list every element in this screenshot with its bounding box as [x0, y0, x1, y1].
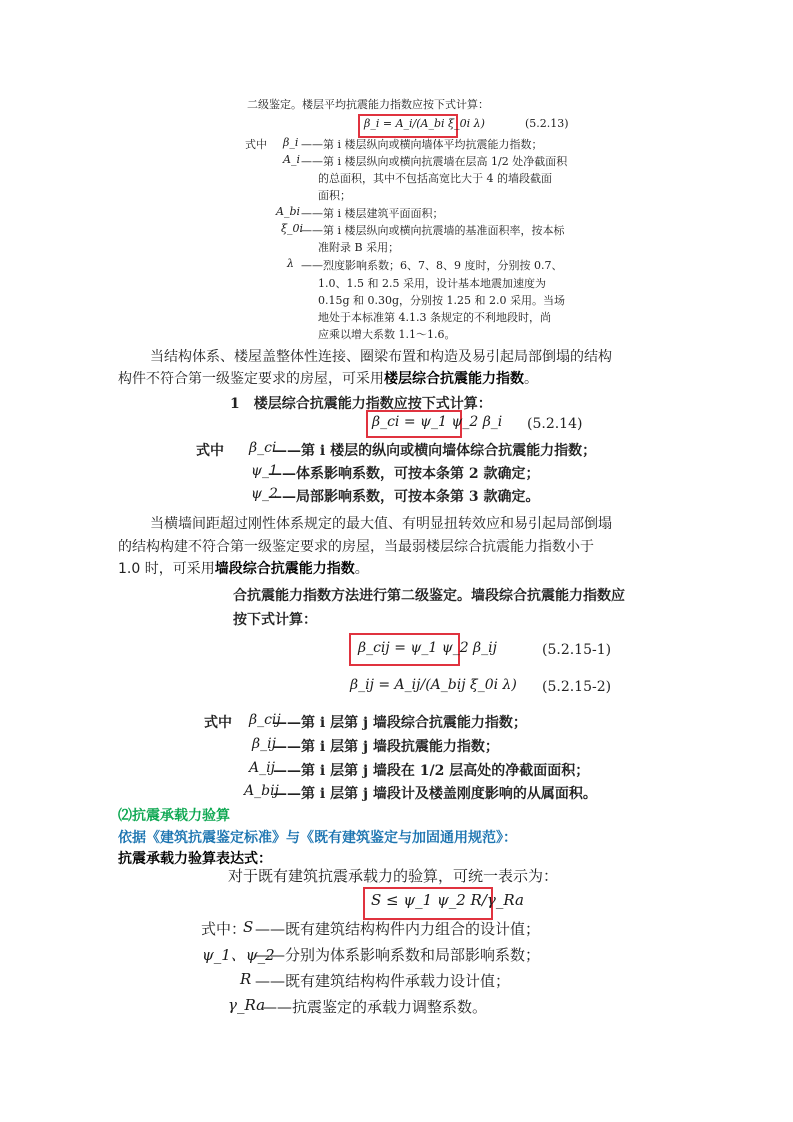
para1-punct: 。: [524, 371, 538, 387]
def-symbol: β_ij: [252, 736, 276, 752]
def-symbol: ψ_1、ψ_2: [202, 946, 275, 964]
def-text: ——抗震鉴定的承载力调整系数。: [262, 998, 488, 1016]
def-text: ——既有建筑结构构件承载力设计值；: [255, 972, 511, 990]
block2-eqno: (5.2.14): [527, 416, 583, 432]
def-symbol: β_i: [283, 136, 299, 149]
para2-line2: 的结构构建不符合第一级鉴定要求的房屋，当最弱楼层综合抗震能力指数小于: [118, 539, 594, 555]
def-text: ——第 i 层第 j 墙段计及楼盖刚度影响的从属面积。: [273, 786, 597, 802]
block4-formula: S ≤ ψ_1 ψ_2 R/γ_Ra: [371, 891, 524, 909]
para2-line3-text: 1.0 时，可采用: [118, 561, 215, 577]
def-text: 1.0、1.5 和 2.5 采用，设计基本地震加速度为: [318, 277, 546, 290]
para2-highlight-term: 墙段综合抗震能力指数: [214, 561, 355, 577]
block2-where: 式中: [196, 443, 224, 459]
def-text: ——第 i 层第 j 墙段综合抗震能力指数；: [273, 715, 527, 731]
def-text: 面积；: [318, 189, 351, 202]
block3-formula1: β_cij = ψ_1 ψ_2 β_ij: [358, 640, 497, 656]
def-symbol: A_i: [283, 153, 300, 166]
block3-intro2: 按下式计算：: [233, 612, 317, 628]
def-text: ——第 i 楼层纵向或横向抗震墙在层高 1/2 处净截面积: [301, 155, 568, 168]
block2-heading: 1 楼层综合抗震能力指数应按下式计算：: [230, 396, 492, 412]
def-symbol: λ: [287, 257, 294, 270]
def-text: 准附录 B 采用；: [318, 241, 400, 254]
block1-where: 式中: [245, 138, 267, 151]
def-text: ——局部影响系数，可按本条第 3 款确定。: [268, 489, 540, 505]
section-basis: 依据《建筑抗震鉴定标准》与《既有建筑鉴定与加固通用规范》：: [118, 830, 517, 846]
section-title: ⑵抗震承载力验算: [118, 808, 230, 824]
def-text: ——体系影响系数，可按本条第 2 款确定；: [268, 466, 540, 482]
def-symbol: ψ_2: [251, 486, 278, 502]
block1-intro: 二级鉴定。楼层平均抗震能力指数应按下式计算：: [247, 98, 489, 111]
def-text: ——分别为体系影响系数和局部影响系数；: [255, 946, 541, 964]
def-text: 地处于本标准第 4.1.3 条规定的不利地段时，尚: [318, 311, 551, 324]
block3-intro1: 合抗震能力指数方法进行第二级鉴定。墙段综合抗震能力指数应: [233, 588, 625, 604]
expression-label: 抗震承载力验算表达式：: [118, 851, 272, 867]
para1-line2: [118, 368, 538, 388]
block3-formula2: β_ij = A_ij/(A_bij ξ_0i λ): [350, 677, 517, 693]
block3-eqno2: (5.2.15-2): [542, 679, 612, 695]
def-symbol: S: [243, 918, 254, 936]
block4-where: 式中：: [201, 920, 247, 938]
def-text: 0.15g 和 0.30g，分别按 1.25 和 2.0 采用。当场: [318, 294, 566, 307]
def-text: ——烈度影响系数；6、7、8、9 度时，分别按 0.7、: [301, 259, 563, 272]
def-text: ——第 i 楼层建筑平面面积；: [301, 207, 444, 220]
def-text: 应乘以增大系数 1.1～1.6。: [318, 328, 456, 341]
def-text: 的总面积，其中不包括高宽比大于 4 的墙段截面: [318, 172, 552, 185]
def-text: ——第 i 楼层纵向或横向墙体平均抗震能力指数；: [301, 138, 543, 151]
def-text: ——第 i 层第 j 墙段抗震能力指数；: [273, 739, 499, 755]
def-symbol: β_cij: [249, 712, 281, 728]
def-symbol: A_bij: [244, 783, 279, 799]
def-text: ——第 i 楼层的纵向或横向墙体综合抗震能力指数；: [273, 443, 597, 459]
para2-line1: 当横墙间距超过刚性体系规定的最大值、有明显扭转效应和易引起局部倒塌: [150, 516, 612, 532]
def-text: ——第 i 楼层纵向或横向抗震墙的基准面积率，按本标: [301, 224, 565, 237]
block3-eqno1: (5.2.15-1): [542, 642, 612, 658]
def-text: ——第 i 层第 j 墙段在 1/2 层高处的净截面面积；: [273, 763, 590, 779]
def-symbol: A_bi: [276, 205, 301, 218]
def-symbol: γ_Ra: [228, 996, 266, 1014]
def-symbol: R: [240, 970, 252, 988]
def-symbol: ψ_1: [251, 463, 278, 479]
para1-highlight-term: 楼层综合抗震能力指数: [384, 371, 524, 387]
para2-punct: 。: [354, 561, 369, 577]
block4-intro: 对于既有建筑抗震承载力的验算，可统一表示为：: [228, 867, 559, 885]
def-symbol: β_ci: [249, 440, 277, 456]
para1-line2-text: 构件不符合第一级鉴定要求的房屋，可采用: [118, 371, 384, 387]
block3-where: 式中: [204, 715, 232, 731]
block1-eqno: (5.2.13): [525, 117, 569, 130]
def-symbol: ξ_0i: [281, 222, 304, 235]
def-symbol: A_ij: [249, 760, 275, 776]
def-text: ——既有建筑结构构件内力组合的设计值；: [255, 920, 541, 938]
block2-formula: β_ci = ψ_1 ψ_2 β_i: [372, 414, 503, 430]
block1-formula: β_i = A_i/(A_bi ξ_0i λ): [364, 117, 485, 130]
para1-line1: 当结构体系、楼屋盖整体性连接、圈梁布置和构造及易引起局部倒塌的结构: [150, 349, 612, 365]
para2-line3: [118, 558, 369, 578]
